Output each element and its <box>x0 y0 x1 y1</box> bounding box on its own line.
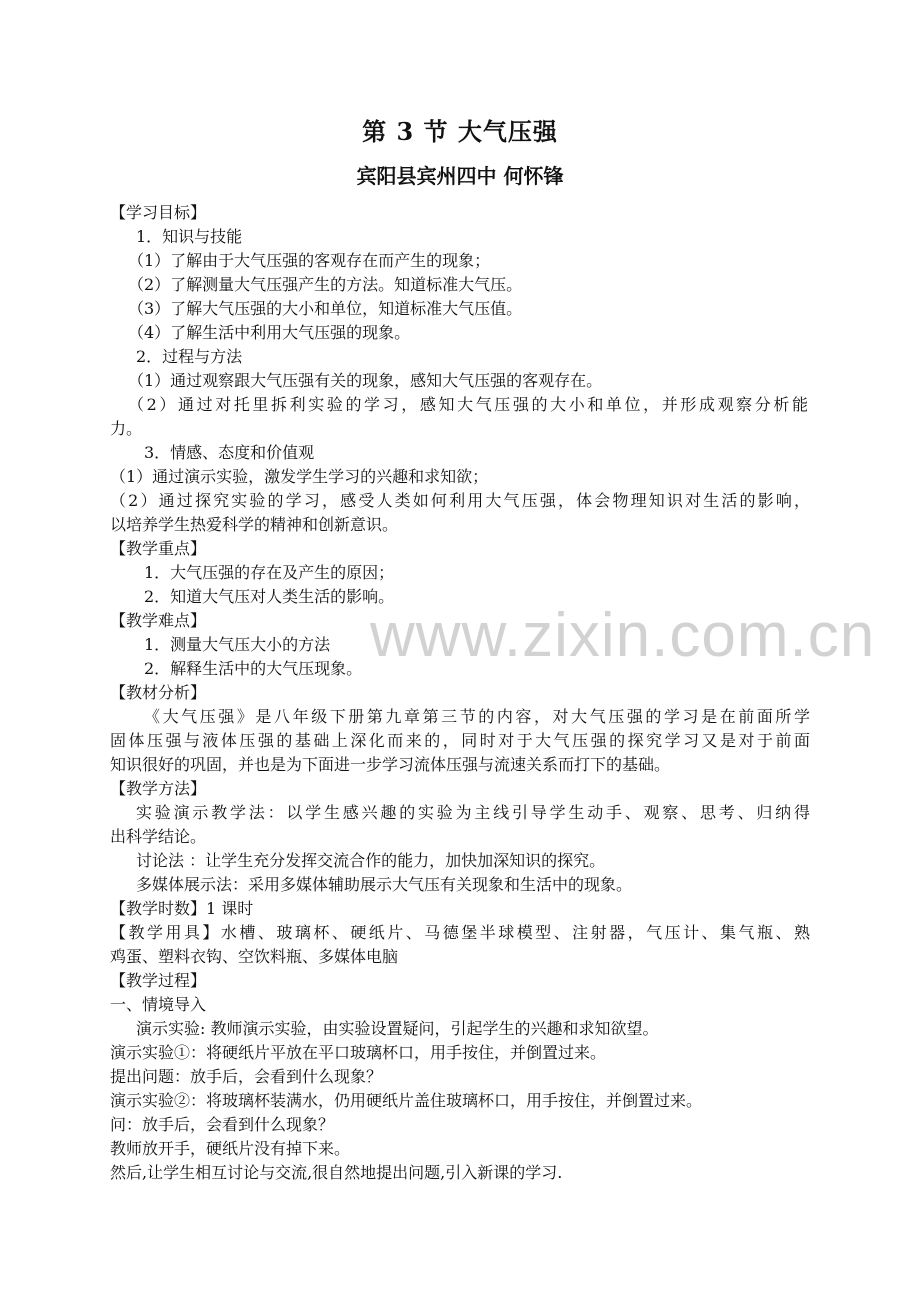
text-line: 演示实验: 教师演示实验，由实验设置疑问，引起学生的兴趣和求知欲望。 <box>136 1019 659 1038</box>
text-line: 然后,让学生相互讨论与交流,很自然地提出问题,引入新课的学习. <box>110 1163 563 1182</box>
section-heading: 【教学用具】水槽、玻璃杯、硬纸片、马德堡半球模型、注射器，气压计、集气瓶、熟 <box>110 923 810 942</box>
list-item: 2．知道大气压对人类生活的影响。 <box>144 587 395 606</box>
text-line: 演示实验②：将玻璃杯装满水，仍用硬纸片盖住玻璃杯口，用手按住，并倒置过来。 <box>110 1091 703 1110</box>
list-item: 1．大气压强的存在及产生的原因； <box>144 563 395 582</box>
watermark: www.zixin.com.cn <box>370 601 876 670</box>
text-line: （4）了解生活中利用大气压强的现象。 <box>128 323 411 342</box>
text-line: 知识很好的巩固，并也是为下面进一步学习流体压强与流速关系而打下的基础。 <box>110 755 671 774</box>
text-line: （3）了解大气压强的大小和单位，知道标准大气压值。 <box>128 299 523 318</box>
list-item: 2．解释生活中的大气压现象。 <box>144 659 363 678</box>
text-line: 演示实验①：将硬纸片平放在平口玻璃杯口，用手按住，并倒置过来。 <box>110 1043 607 1062</box>
section-heading: 【教学时数】1 课时 <box>110 899 254 918</box>
text-line: （1）通过演示实验，激发学生学习的兴趣和求知欲； <box>110 467 489 486</box>
text-line: 固体压强与液体压强的基础上深化而来的，同时对于大气压强的探究学习又是对于前面 <box>110 731 810 750</box>
text-line: 讨论法 ：让学生充分发挥交流合作的能力，加快加深知识的探究。 <box>136 851 606 870</box>
text-line: 力。 <box>110 419 143 438</box>
section-heading: 【教学重点】 <box>110 539 207 558</box>
section-heading: 【教学过程】 <box>110 971 207 990</box>
author-line: 宾阳县宾州四中 何怀锋 <box>356 164 564 188</box>
text-line: 实验演示教学法：以学生感兴趣的实验为主线引导学生动手、观察、思考、归纳得 <box>136 803 810 822</box>
section-heading: 【教学难点】 <box>110 611 207 630</box>
text-line: 出科学结论。 <box>110 827 207 846</box>
text-line: 教师放开手，硬纸片没有掉下来。 <box>110 1139 351 1158</box>
text-line: 问：放手后，会看到什么现象？ <box>110 1115 335 1134</box>
section-heading: 【教材分析】 <box>110 683 207 702</box>
subheading: 一、情境导入 <box>110 995 207 1014</box>
text-line: 以培养学生热爱科学的精神和创新意识。 <box>110 515 399 534</box>
text-line: （2）通过对托里拆利实验的学习，感知大气压强的大小和单位，并形成观察分析能 <box>128 395 808 414</box>
section-heading: 【教学方法】 <box>110 779 207 798</box>
text-line: 《大气压强》是八年级下册第九章第三节的内容，对大气压强的学习是在前面所学 <box>144 707 810 726</box>
text-line: 提出问题：放手后，会看到什么现象？ <box>110 1067 383 1086</box>
page-title: 第 3 节 大气压强 <box>362 117 558 146</box>
text-line: 多媒体展示法：采用多媒体辅助展示大气压有关现象和生活中的现象。 <box>136 875 633 894</box>
subheading: 2．过程与方法 <box>136 347 243 366</box>
text-line: （1）了解由于大气压强的客观存在而产生的现象； <box>128 251 491 270</box>
text-line: 鸡蛋、塑料衣钩、空饮料瓶、多媒体电脑 <box>110 947 399 966</box>
text-line: （2）了解测量大气压强产生的方法。知道标准大气压。 <box>128 275 523 294</box>
section-heading: 【学习目标】 <box>110 203 207 222</box>
text-line: （1）通过观察跟大气压强有关的现象，感知大气压强的客观存在。 <box>128 371 603 390</box>
list-item: 1．测量大气压大小的方法 <box>144 635 331 654</box>
subheading: 3．情感、态度和价值观 <box>144 443 315 462</box>
text-line: （2）通过探究实验的学习，感受人类如何利用大气压强，体会物理知识对生活的影响， <box>110 491 810 510</box>
subheading: 1．知识与技能 <box>136 227 243 246</box>
